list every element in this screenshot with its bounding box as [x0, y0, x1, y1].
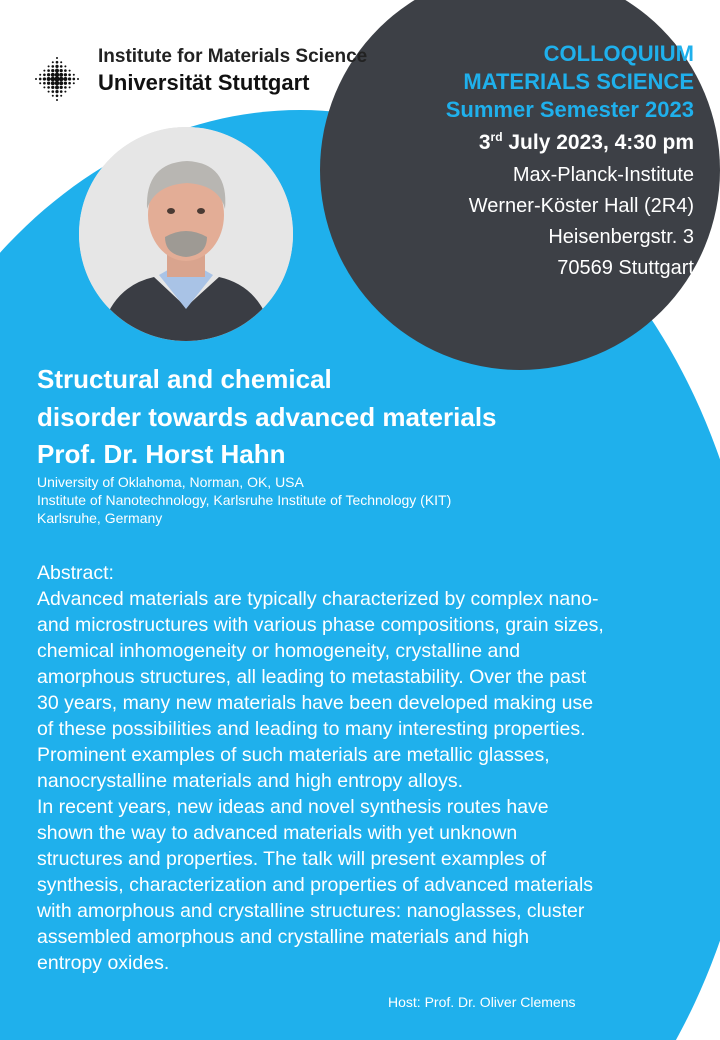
- institute-name: Institute for Materials Science: [98, 46, 368, 67]
- talk-title: Structural and chemical disorder towards advanced materials: [37, 364, 497, 432]
- venue-line: Werner-Köster Hall (2R4): [468, 195, 694, 217]
- abstract-line: 30 years, many new materials have been developed making use: [37, 692, 594, 714]
- event-info: [364, 40, 694, 284]
- dotted-diamond-logo-icon: [22, 44, 92, 114]
- affiliation-line: University of Oklahoma, Norman, OK, USA: [37, 474, 304, 490]
- university-name: Universität Stuttgart: [98, 70, 310, 95]
- abstract-line: synthesis, characterization and properties of advanced materials: [37, 874, 594, 896]
- abstract-line: chemical inhomogeneity or homogeneity, crystalline and: [37, 640, 521, 662]
- abstract-line: Advanced materials are typically characterized by complex nano-: [37, 588, 599, 610]
- abstract-line: structures and properties. The talk will present examples of: [37, 848, 547, 870]
- affiliation-line: Karlsruhe, Germany: [37, 510, 163, 526]
- speaker-name: Prof. Dr. Horst Hahn: [37, 439, 286, 469]
- abstract: [37, 560, 707, 976]
- venue-line: 70569 Stuttgart: [557, 257, 694, 279]
- speaker-affiliations: [37, 473, 677, 527]
- abstract-line: and microstructures with various phase compositions, grain sizes,: [37, 614, 604, 636]
- venue-line: Heisenbergstr. 3: [548, 226, 694, 248]
- abstract-line: of these possibilities and leading to many interesting properties.: [37, 718, 586, 740]
- host-label: Host: Prof. Dr. Oliver Clemens: [388, 994, 576, 1010]
- abstract-line: shown the way to advanced materials with yet unknown: [37, 822, 518, 844]
- speaker-photo: [79, 127, 293, 341]
- abstract-line: with amorphous and crystalline structures: nanoglasses, cluster: [37, 900, 585, 922]
- affiliation-line: Institute of Nanotechnology, Karlsruhe Institute of Technology (KIT): [37, 492, 452, 508]
- abstract-label: Abstract:: [37, 562, 114, 584]
- colloquium-heading: COLLOQUIUM: [543, 41, 694, 66]
- materials-science-heading: MATERIALS SCIENCE: [463, 69, 694, 94]
- venue-line: Max-Planck-Institute: [512, 164, 694, 186]
- abstract-line: amorphous structures, all leading to metastability. Over the past: [37, 666, 587, 688]
- university-logo: [22, 44, 368, 114]
- event-date: 3rd July 2023, 4:30 pm: [478, 130, 694, 154]
- abstract-line: entropy oxides.: [37, 952, 170, 974]
- abstract-line: assembled amorphous and crystalline materials and high: [37, 926, 530, 948]
- abstract-line: Prominent examples of such materials are metallic glasses,: [37, 744, 550, 766]
- abstract-line: In recent years, new ideas and novel synthesis routes have: [37, 796, 549, 818]
- abstract-line: nanocrystalline materials and high entropy alloys.: [37, 770, 463, 792]
- semester-label: Summer Semester 2023: [445, 97, 694, 122]
